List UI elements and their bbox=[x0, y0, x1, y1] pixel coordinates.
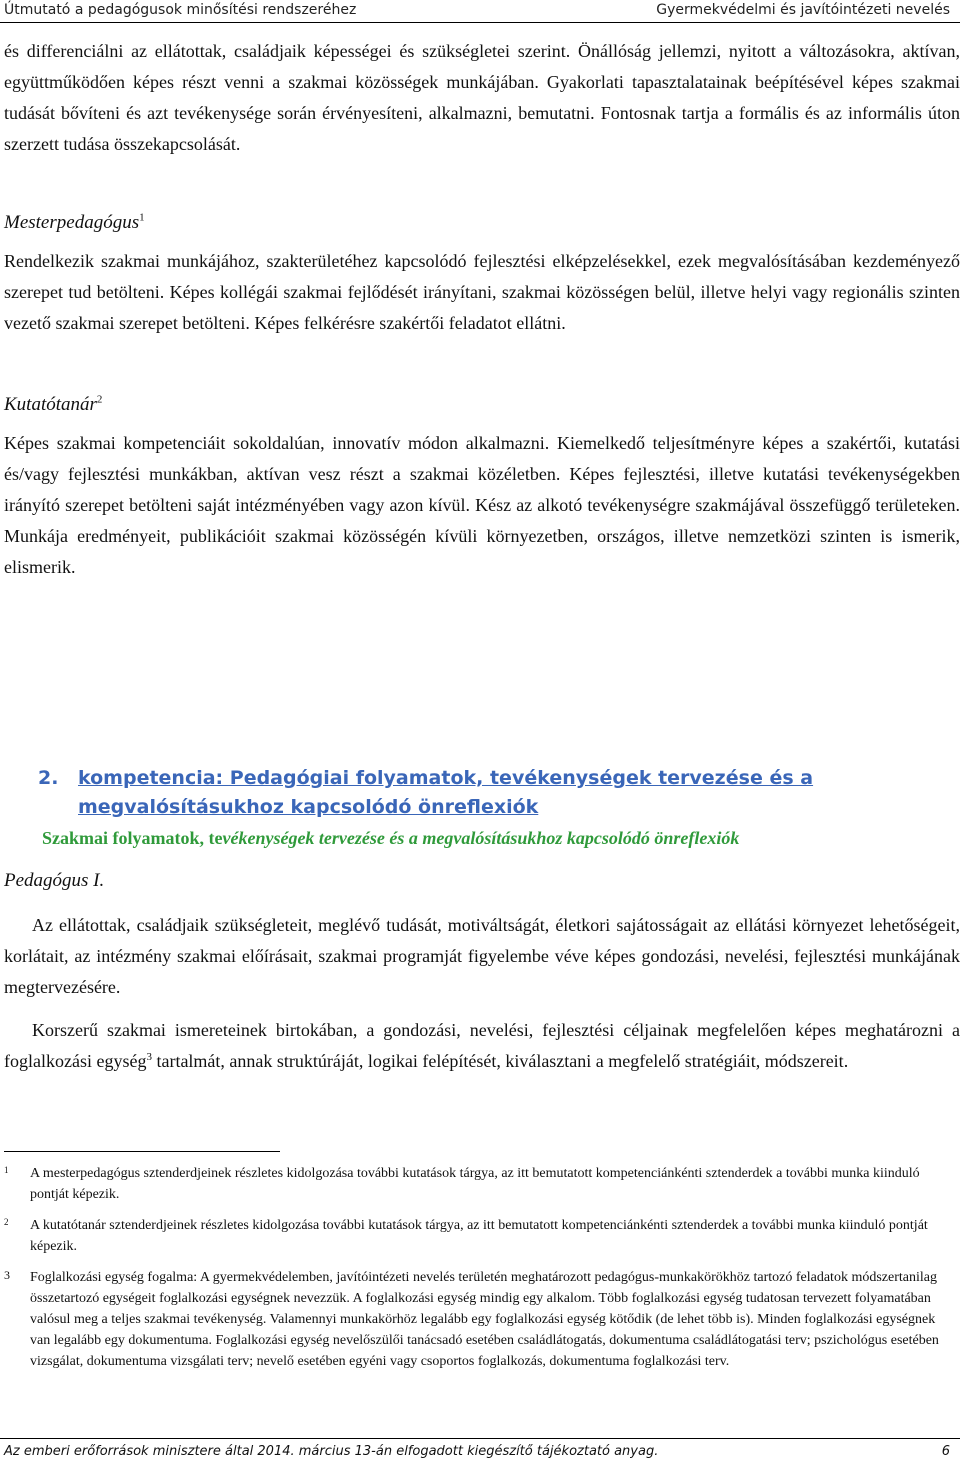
competence-subtitle-italic: vékenységek tervezése és a megvalósításukhoz kapcsolódó önreflexiók bbox=[222, 828, 740, 848]
intro-paragraph: és differenciálni az ellátottak, családjaik képességei és szükségletei szerint. Önállóság jellemzi, nyitott a változásokra, aktívan, együttműködően képes részt venni a szakmai közösségek munkájában. Gyakorlati tapasztalatainak beépítésével képes szakmai tudását bővíteni és azt tevékenysége során érvényesíteni, alkalmazni, bemutatni. Fontosnak tartja a formális és az informális úton szerzett tudása összekapcsolását. bbox=[4, 41, 960, 154]
footnote-number: 3 bbox=[4, 1268, 10, 1282]
footnote-number: 2 bbox=[4, 1217, 9, 1227]
footer-note: Az emberi erőforrások minisztere által 2014. március 13-án elfogadott kiegészítő tájékoztató anyag. bbox=[4, 1444, 659, 1459]
footnote-1 bbox=[4, 1163, 948, 1205]
page-number: 6 bbox=[941, 1444, 950, 1459]
pedagogus-p2-end: tartalmát, annak struktúráját, logikai felépítését, kiválasztani a megfelelő stratégiáit, módszereit. bbox=[151, 1051, 849, 1071]
competence-subtitle-plain: Szakmai folyamatok, te bbox=[42, 828, 223, 848]
footnote-text: Foglalkozási egység fogalma: A gyermekvédelemben, javítóintézeti nevelés területén meghatározott pedagógus-munkakörökhöz tartozó feladatok módszertanilag összetartozó egységeit foglalkozási egységnek nevezzük. A foglalkozási egység mindig egy alkalom. Több foglalkozási egység tudatosan tervezett folyamatában valósul meg a teljes szakmai tevékenység. Valamennyi munkakörhöz legalább egy foglalkozási egység kötődik (de lehet több is). Minden foglalkozási egységnek van legalább egy dokumentuma. Foglalkozási egység nevelőszülői tanácsadó esetében családlátogatás, dokumentuma családlátogatási terv; pszichológus esetében vizsgálat, dokumentuma vizsgálati terv; nevelő esetében egyéni vagy csoportos foglalkozás, dokumentuma foglalkozási terv. bbox=[30, 1270, 939, 1369]
footnotes bbox=[4, 1163, 948, 1372]
page-header bbox=[0, 0, 960, 23]
mester-footnote-ref: 1 bbox=[139, 211, 145, 224]
footnote-text: A mesterpedagógus sztenderdjeinek részletes kidolgozása további kutatások tárgya, az itt bemutatott kompetenciánkénti sztenderdek a további munka kiinduló pontját képezik. bbox=[30, 1166, 920, 1202]
page-footer bbox=[0, 1438, 960, 1465]
kutato-paragraph: Képes szakmai kompetenciáit sokoldalúan, innovatív módon alkalmazni. Kiemelkedő teljesítményre képes a szakértői, kutatási és/vagy fejlesztési munkákban, aktívan vesz részt a szakmai közéletben. Képes fejlesztési, illetve kutatási tevékenységekben irányító szerepet betölteni saját intézményében vagy azon kívül. Kész az alkotó tevékenységre szakmájával összefüggő területeken. Munkája eredményeit, publikációit szakmai közösségén kívüli környezetben, országos, illetve nemzetközi szinten is ismerik, elismerik. bbox=[4, 433, 960, 577]
kutato-title: Kutatótanár bbox=[4, 394, 97, 415]
pedagogus-footnote-ref: 3 bbox=[146, 1051, 152, 1063]
main-content bbox=[4, 36, 960, 583]
pedagogus-heading: Pedagógus I. bbox=[4, 870, 105, 891]
footnote-3 bbox=[4, 1267, 948, 1372]
footnote-number: 1 bbox=[4, 1165, 9, 1175]
footnote-separator bbox=[4, 1151, 280, 1152]
pedagogus-p2-start: Korszerű szakmai ismereteinek birtokában, a gondozási, nevelési, fejlesztési céljainak megfelelően képes meghatározni a foglalkozási egység bbox=[4, 1020, 960, 1071]
competence-title-line2: megvalósításukhoz kapcsolódó önreflexiók bbox=[78, 796, 539, 818]
mester-heading bbox=[4, 207, 960, 238]
mester-title: Mesterpedagógus bbox=[4, 212, 140, 233]
pedagogus-content bbox=[4, 910, 960, 1077]
header-section-title: Gyermekvédelmi és javítóintézeti nevelés bbox=[656, 2, 950, 18]
kutato-heading bbox=[4, 389, 960, 420]
footnote-2 bbox=[4, 1215, 948, 1257]
competence-subtitle bbox=[42, 828, 942, 849]
pedagogus-paragraph-2 bbox=[4, 1015, 960, 1077]
footnote-text: A kutatótanár sztenderdjeinek részletes kidolgozása további kutatások tárgya, az itt bemutatott kompetenciánkénti sztenderdek a további munka kiinduló pontját képezik. bbox=[30, 1218, 928, 1254]
competence-number: 2. bbox=[38, 767, 59, 789]
pedagogus-paragraph-1: Az ellátottak, családjaik szükségleteit, meglévő tudását, motiváltságát, életkori sajátosságait az ellátási környezet lehetőségeit, korlátait, az intézmény szakmai előírásait, szakmai programját figyelembe véve képes gondozási, nevelési, fejlesztési munkájának megtervezésére. bbox=[4, 915, 960, 997]
competence-heading bbox=[38, 764, 898, 822]
competence-title-line1: kompetencia: Pedagógiai folyamatok, tevékenységek tervezése és a bbox=[78, 767, 814, 789]
mester-paragraph: Rendelkezik szakmai munkájához, szakterületéhez kapcsolódó fejlesztési elképzelésekkel, ezek megvalósításában kezdeményező szerepet tud betölteni. Képes kollégái szakmai fejlődését irányítani, szakmai közösségen belül, illetve helyi vagy regionális szinten vezető szakmai szerepet betölteni. Képes felkérésre szakértői feladatot ellátni. bbox=[4, 251, 960, 333]
kutato-footnote-ref: 2 bbox=[96, 393, 103, 406]
header-document-title: Útmutató a pedagógusok minősítési rendszeréhez bbox=[4, 2, 357, 18]
